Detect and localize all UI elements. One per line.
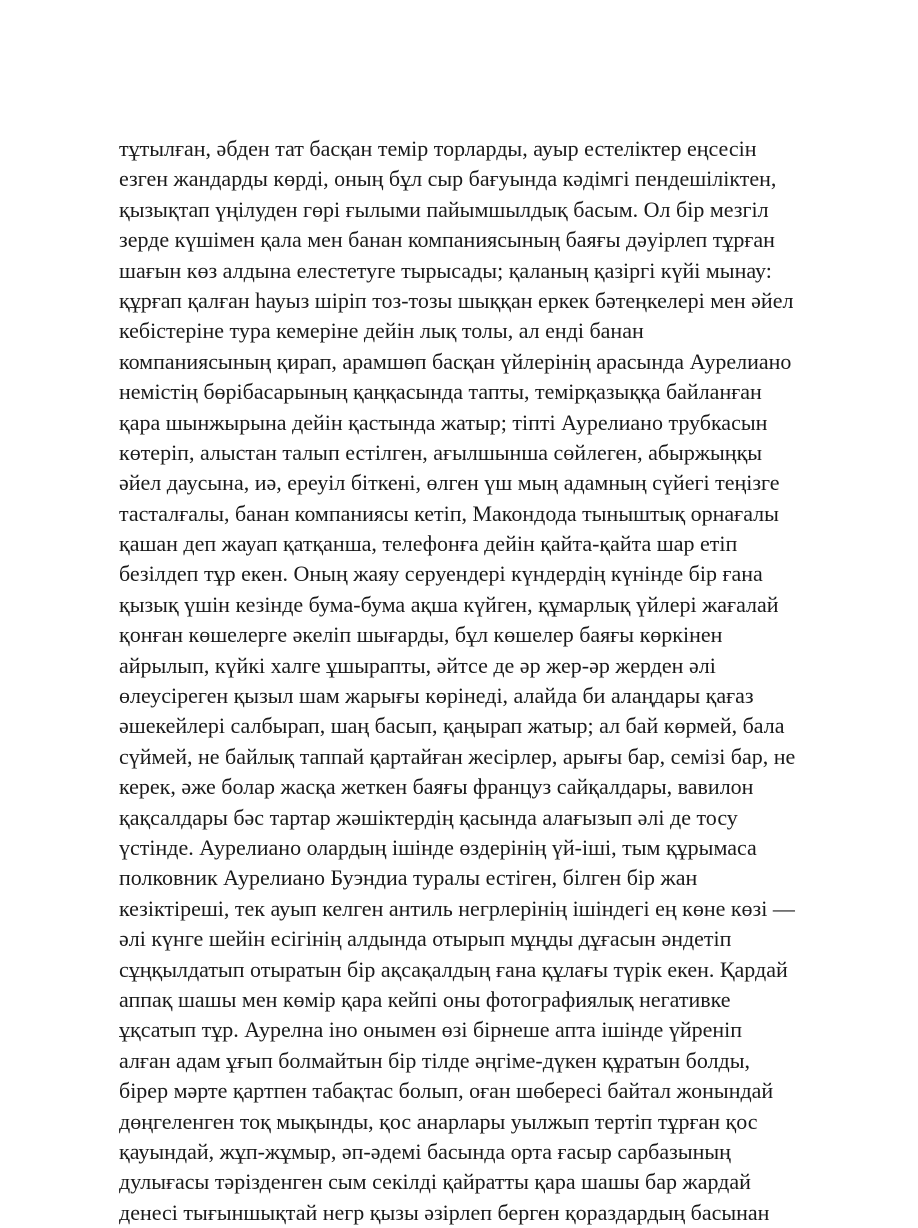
text-line: үстінде. Аурелиано олардың ішінде өздерінің үй-іші, тым құрымаса [119, 834, 757, 860]
text-line: керек, әже болар жасқа жеткен баяғы француз сайқалдары, вавилон [119, 774, 754, 800]
text-line: бірер мәрте қартпен табақтас болып, оған шөбересі байтал жонындай [119, 1078, 774, 1104]
text-line: әшекейлері салбырап, шаң басып, қаңырап жатыр; ал бай көрмей, бала [119, 713, 785, 739]
body-text [119, 134, 839, 1228]
text-line: тасталғалы, банан компаниясы кетіп, Макондода тыныштық орнағалы [119, 500, 779, 526]
text-line: езген жандарды көрді, оның бұл сыр бағуында кәдімгі пендешіліктен, [119, 166, 777, 192]
text-line: қашан деп жауап қатқанша, телефонға дейін қайта-қайта шар етіп [119, 531, 738, 557]
text-line: аппақ шашы мен көмір қара кейпі оны фотографиялық негативке [119, 986, 731, 1012]
text-line: дулығасы тәрізденген сым секілді қайратты қара шашы бар жардай [119, 1169, 751, 1195]
text-line: өлеусіреген қызыл шам жарығы көрінеді, алайда би алаңдары қағаз [119, 683, 754, 709]
text-line: қақсалдары бәс тартар жәшіктердің қасында алағызып әлі де тосу [119, 804, 738, 830]
text-line: зерде күшімен қала мен банан компаниясының баяғы дәуірлеп тұрған [119, 227, 775, 253]
text-line: шағын көз алдына елестетуге тырысады; қаланың қазіргі күйі мынау: [119, 257, 772, 283]
text-line: қауындай, жұп-жұмыр, әп-әдемі басында орта ғасыр сарбазының [119, 1138, 731, 1164]
text-line: тұтылған, әбден тат басқан темір торларды, ауыр естеліктер еңсесін [119, 136, 757, 161]
text-line: денесі тығыншықтай негр қызы әзірлеп берген қораздардың басынан [119, 1199, 770, 1225]
text-line: дөңгеленген тоқ мықынды, қос анарлары уылжып тертіп тұрған қос [119, 1108, 758, 1134]
text-line: қызықтап үңілуден гөрі ғылыми пайымшылдық басым. Ол бір мезгіл [119, 196, 769, 222]
text-line: әйел даусына, иә, ереуіл біткені, өлген үш мың адамның сүйегі теңізге [119, 470, 780, 496]
text-line: сұңқылдатып отыратын бір ақсақалдың ғана құлағы түрік екен. Қардай [119, 956, 788, 982]
text-line: алған адам ұғып болмайтын бір тілде әңгіме-дүкен құратын болды, [119, 1047, 751, 1073]
text-line: ұқсатып тұр. Аурелна іно онымен өзі бірнеше апта ішінде үйреніп [119, 1017, 743, 1043]
text-line: қызық үшін кезінде бума-бума ақша күйген, құмарлық үйлері жағалай [119, 591, 779, 617]
text-line: компаниясының қирап, арамшөп басқан үйлерінің арасында Аурелиано [119, 348, 792, 374]
text-line: көтеріп, алыстан талып естілген, ағылшынша сөйлеген, абыржыңқы [119, 439, 763, 465]
text-line: қонған көшелерге әкеліп шығарды, бұл көшелер баяғы көркінен [119, 622, 723, 648]
text-line: немістің бөрібасарының қаңқасында тапты, темірқазыққа байланған [119, 379, 762, 405]
text-line: кебістеріне тура кемеріне дейін лық толы, ал енді банан [119, 318, 644, 344]
text-line: сүймей, не байлық таппай қартайған жесірлер, арығы бар, семізі бар, не [119, 743, 796, 769]
text-line: кезіктіреші, тек ауып келген антиль негрлерінің ішіндегі ең көне көзі — [119, 895, 795, 921]
text-line: әлі күнге шейін есігінің алдында отырып мұңды дұғасын әндетіп [119, 926, 732, 952]
text-line: айрылып, күйкі халге ұшырапты, әйтсе де әр жер-әр жерден әлі [119, 652, 716, 678]
text-line: полковник Аурелиано Буэндиа туралы естіген, білген бір жан [119, 865, 698, 891]
text-line: құрғап қалған һауыз шіріп тоз-тозы шыққан еркек бәтеңкелері мен әйел [119, 287, 794, 313]
text-line: безілдеп тұр екен. Оның жаяу серуендері күндердің күнінде бір ғана [119, 561, 763, 587]
text-line: қара шынжырына дейін қастында жатыр; тіпті Аурелиано трубкасын [119, 409, 768, 435]
